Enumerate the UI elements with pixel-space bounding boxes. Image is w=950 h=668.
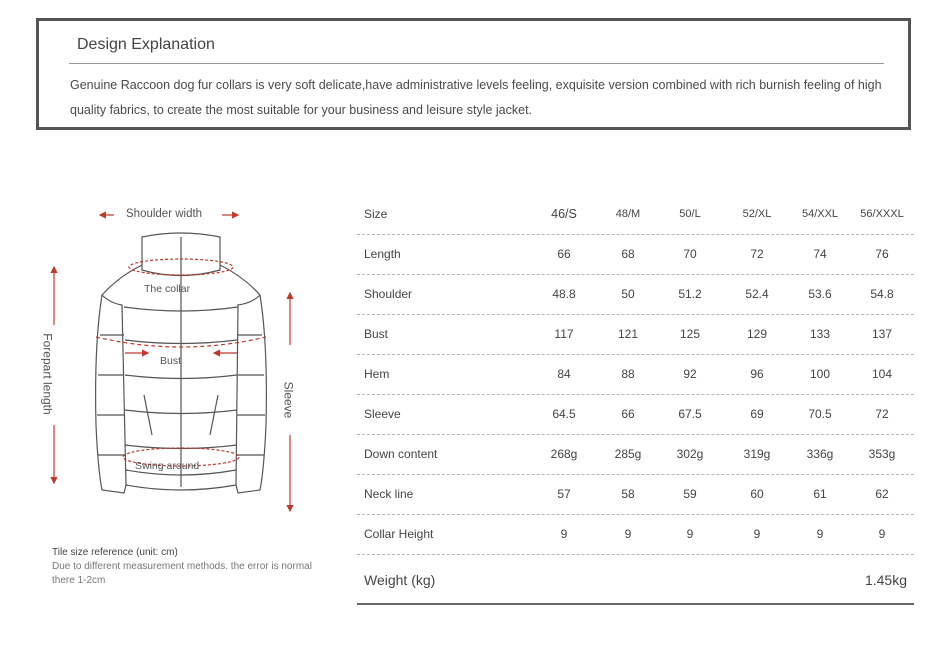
forepart-length-label: Forepart length bbox=[40, 333, 55, 415]
table-cell: 51.2 bbox=[678, 287, 702, 301]
table-cell: 88 bbox=[621, 367, 635, 381]
row-label: Bust bbox=[364, 327, 389, 341]
size-48-m: 48/M bbox=[615, 208, 641, 220]
design-explanation-text: Genuine Raccoon dog fur collars is very soft delicate,have administrative levels feeling, exquisite version combined with rich burnish feeling of high quality fabrics, to create the most suitable for your business and leisure style jacket. bbox=[70, 78, 882, 117]
size-reference-note bbox=[52, 546, 312, 588]
table-cell: 9 bbox=[624, 527, 632, 541]
design-explanation-title: Design Explanation bbox=[77, 36, 215, 53]
table-cell: 48.8 bbox=[552, 287, 576, 301]
row-label: Length bbox=[364, 247, 401, 261]
table-cell: 9 bbox=[878, 527, 886, 541]
table-cell: 9 bbox=[816, 527, 824, 541]
table-cell: 117 bbox=[554, 327, 574, 341]
table-cell: 285g bbox=[614, 447, 642, 461]
table-cell: 92 bbox=[683, 367, 697, 381]
row-label: Collar Height bbox=[364, 527, 434, 541]
table-cell: 104 bbox=[871, 367, 893, 381]
size-header-label: Size bbox=[364, 207, 388, 221]
table-cell: 57 bbox=[557, 487, 571, 501]
table-cell: 302g bbox=[676, 447, 704, 461]
shoulder-width-label: Shoulder width bbox=[126, 208, 203, 220]
table-cell: 50 bbox=[621, 287, 635, 301]
table-cell: 121 bbox=[617, 327, 639, 341]
table-cell: 54.8 bbox=[870, 287, 894, 301]
title-divider bbox=[69, 63, 884, 64]
table-row bbox=[357, 475, 914, 515]
table-cell: 133 bbox=[809, 327, 831, 341]
table-row bbox=[357, 515, 914, 555]
table-cell: 336g bbox=[806, 447, 834, 461]
design-explanation-box bbox=[36, 18, 911, 130]
row-label: Sleeve bbox=[364, 407, 401, 421]
table-cell: 84 bbox=[557, 367, 571, 381]
table-row bbox=[357, 355, 914, 395]
swing-around-label: Swing around bbox=[135, 460, 200, 472]
table-cell: 67.5 bbox=[678, 407, 702, 421]
table-cell: 76 bbox=[875, 247, 889, 261]
collar-label: The collar bbox=[144, 283, 191, 295]
table-cell: 9 bbox=[753, 527, 761, 541]
table-cell: 319g bbox=[743, 447, 771, 461]
row-label: Neck line bbox=[364, 487, 414, 501]
table-cell: 72 bbox=[875, 407, 889, 421]
table-cell: 9 bbox=[686, 527, 694, 541]
table-cell: 125 bbox=[679, 327, 701, 341]
table-cell: 52.4 bbox=[745, 287, 769, 301]
table-cell: 96 bbox=[750, 367, 764, 381]
table-cell: 9 bbox=[560, 527, 568, 541]
table-cell: 72 bbox=[750, 247, 764, 261]
weight-value: 1.45kg bbox=[864, 572, 907, 588]
table-cell: 58 bbox=[621, 487, 635, 501]
table-cell: 70 bbox=[683, 247, 697, 261]
table-cell: 62 bbox=[875, 487, 889, 501]
table-cell: 70.5 bbox=[808, 407, 832, 421]
bust-label: Bust bbox=[160, 355, 182, 367]
table-row bbox=[357, 275, 914, 315]
table-cell: 74 bbox=[813, 247, 827, 261]
sleeve-label: Sleeve bbox=[281, 381, 296, 419]
size-54-xxl: 54/XXL bbox=[801, 208, 839, 220]
size-reference-text: Due to different measurement methods. the error is normal there 1-2cm bbox=[52, 561, 312, 586]
table-row bbox=[357, 435, 914, 475]
table-cell: 61 bbox=[813, 487, 827, 501]
size-50-l: 50/L bbox=[679, 208, 701, 220]
table-cell: 60 bbox=[750, 487, 764, 501]
size-46-s: 46/S bbox=[551, 207, 577, 221]
table-cell: 59 bbox=[683, 487, 697, 501]
size-52-xl: 52/XL bbox=[742, 208, 772, 220]
table-cell: 137 bbox=[871, 327, 893, 341]
table-cell: 268g bbox=[550, 447, 578, 461]
size-reference-title: Tile size reference (unit: cm) bbox=[52, 547, 178, 558]
table-cell: 66 bbox=[557, 247, 571, 261]
table-cell: 353g bbox=[868, 447, 896, 461]
size-table bbox=[357, 195, 914, 605]
row-label: Hem bbox=[364, 367, 390, 381]
table-cell: 66 bbox=[621, 407, 635, 421]
table-cell: 64.5 bbox=[552, 407, 576, 421]
row-label: Down content bbox=[364, 447, 438, 461]
table-cell: 100 bbox=[809, 367, 831, 381]
table-cell: 129 bbox=[746, 327, 768, 341]
table-row bbox=[357, 235, 914, 275]
table-row bbox=[357, 315, 914, 355]
table-cell: 68 bbox=[621, 247, 635, 261]
jacket-measurement-figure bbox=[40, 195, 310, 525]
size-56-xxxl: 56/XXXL bbox=[860, 208, 904, 220]
row-label: Shoulder bbox=[364, 287, 413, 301]
table-cell: 69 bbox=[750, 407, 764, 421]
table-row bbox=[357, 395, 914, 435]
weight-label: Weight (kg) bbox=[364, 572, 436, 588]
table-cell: 53.6 bbox=[808, 287, 832, 301]
size-header-row bbox=[357, 195, 914, 235]
weight-row bbox=[357, 555, 914, 605]
